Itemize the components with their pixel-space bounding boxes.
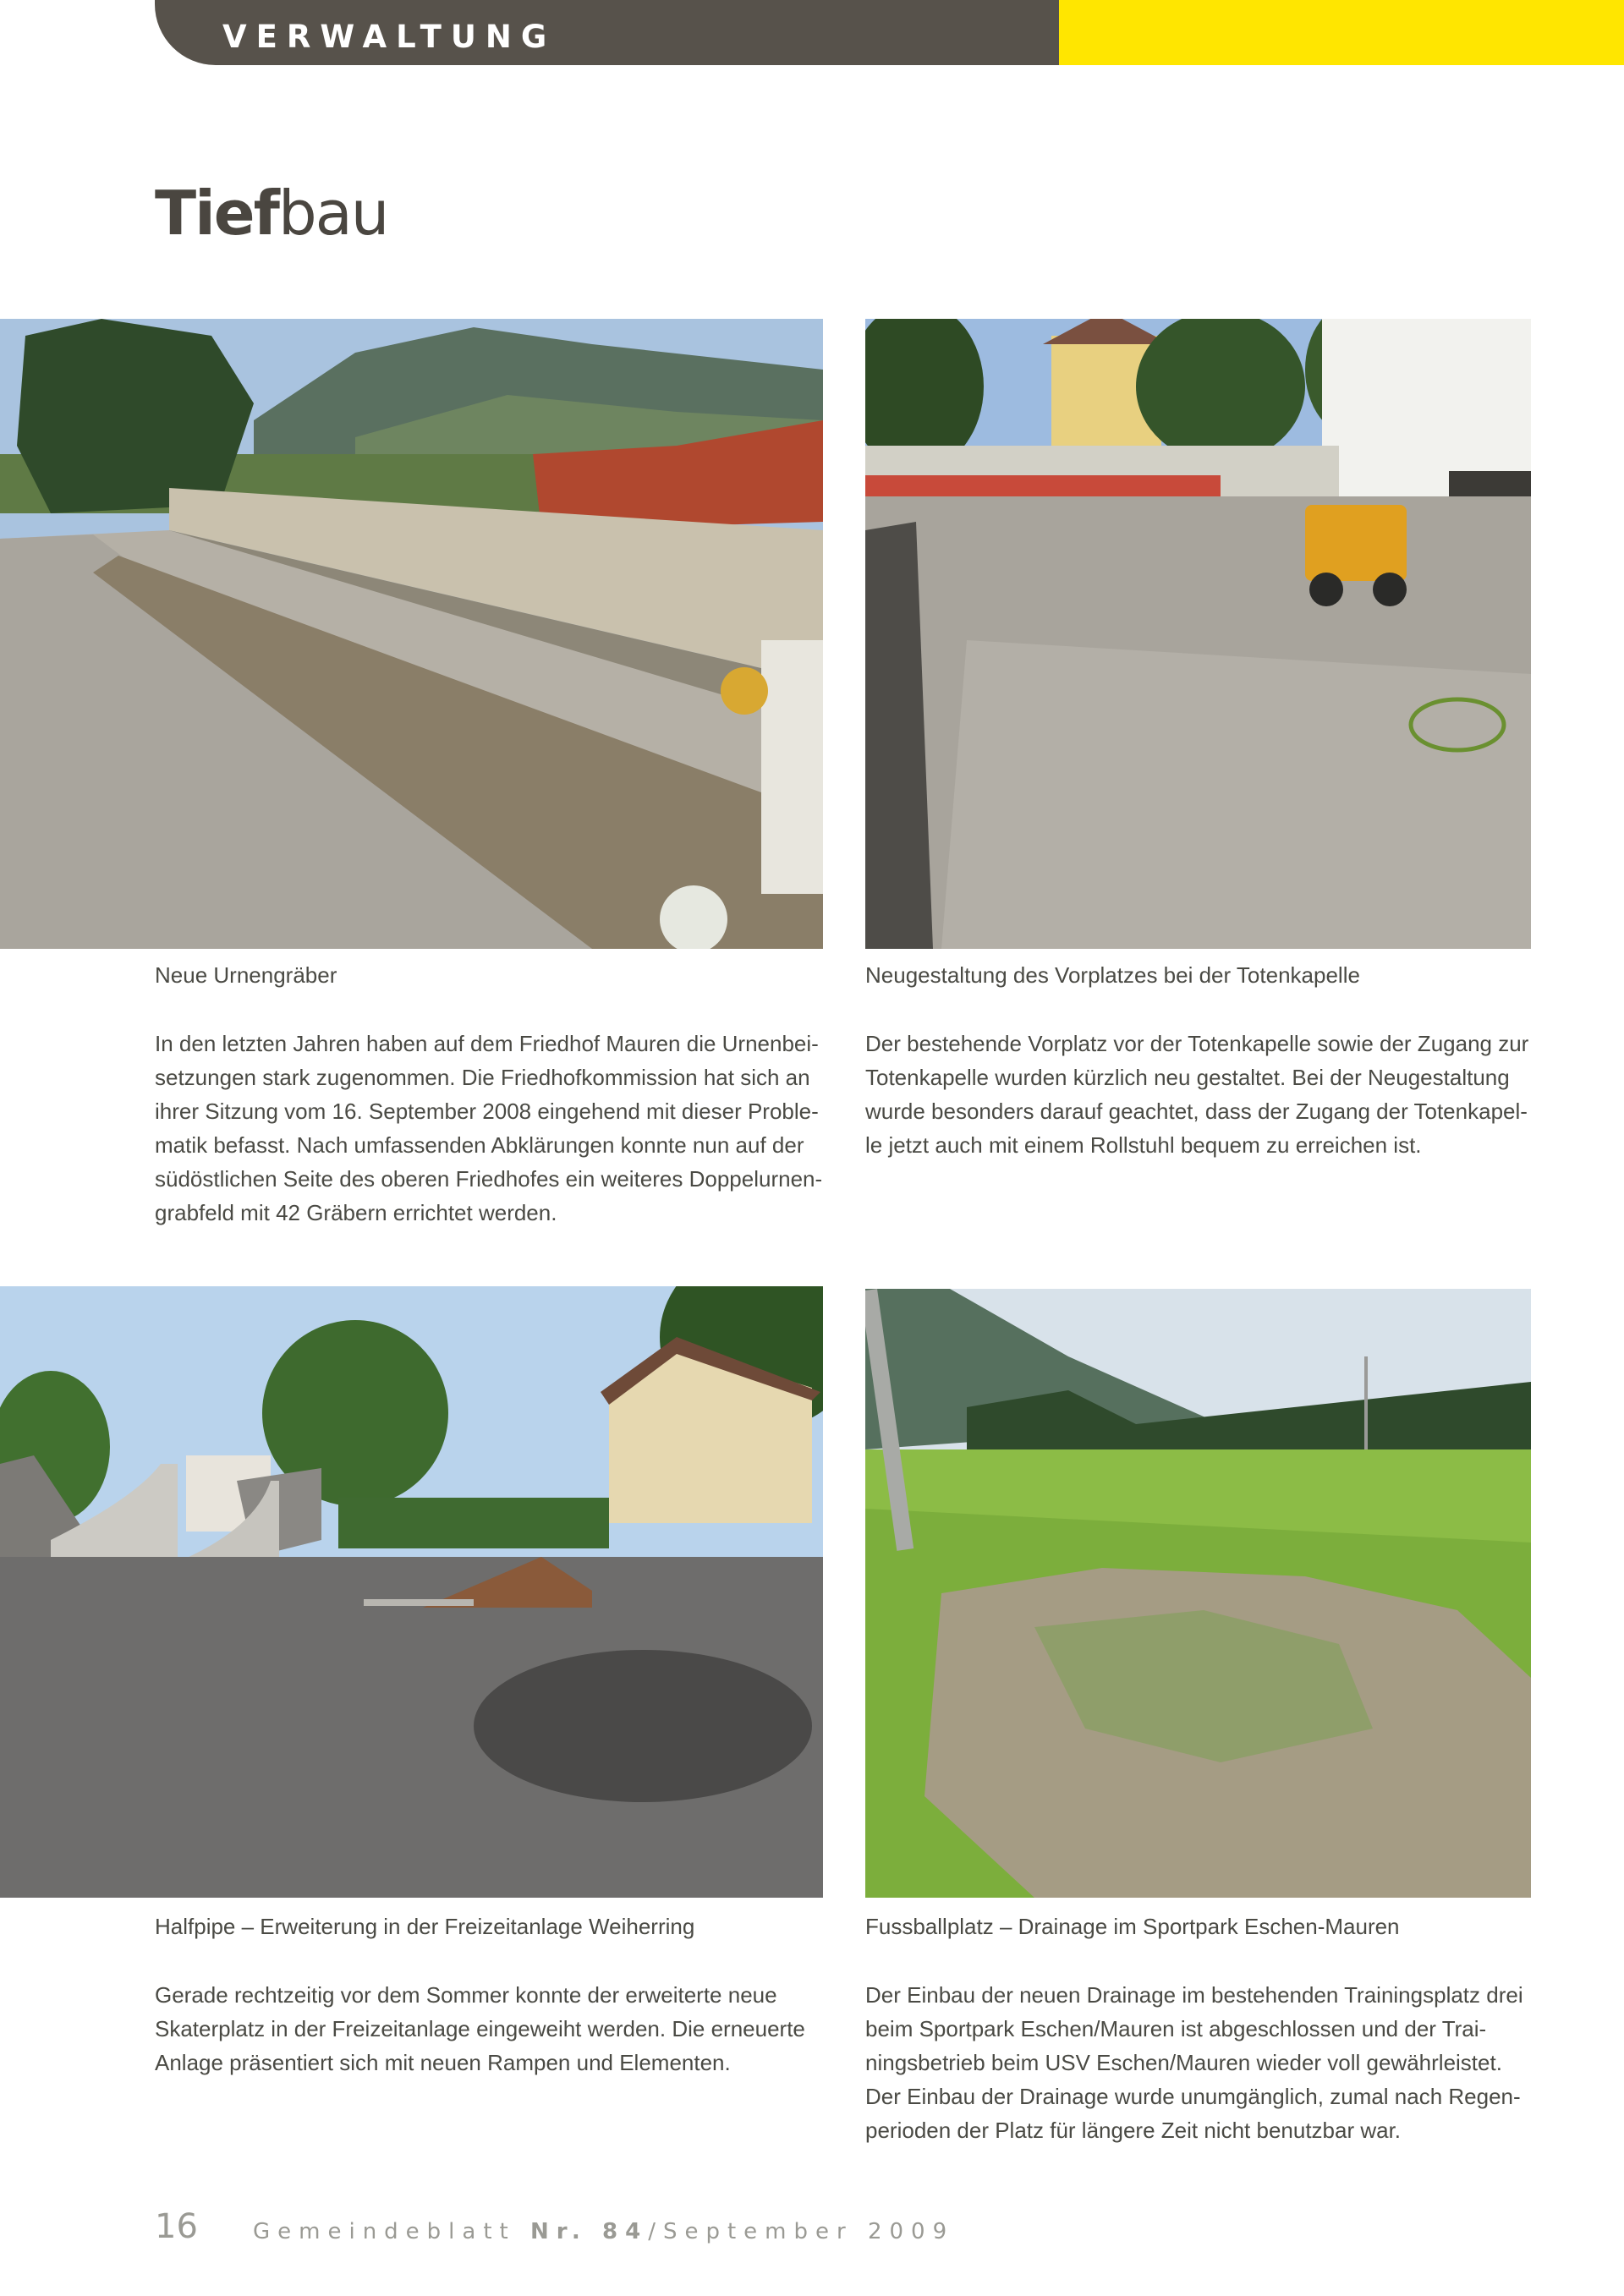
caption-chapel-forecourt: Neugestaltung des Vorplatzes bei der Totenkapelle	[865, 962, 1360, 988]
article-text-chapel-forecourt	[865, 1027, 1542, 1162]
caption-football-field: Fussballplatz – Drainage im Sportpark Eschen-Mauren	[865, 1914, 1400, 1939]
text-line: perioden der Platz für längere Zeit nicht benutzbar war.	[865, 2118, 1402, 2143]
text-line: Der Einbau der Drainage wurde unumgänglich, zumal nach Regen-	[865, 2084, 1521, 2109]
text-line: beim Sportpark Eschen/Mauren ist abgeschlossen und der Trai-	[865, 2016, 1487, 2041]
article-text-halfpipe	[155, 1978, 831, 2080]
text-line: le jetzt auch mit einem Rollstuhl bequem zu erreichen ist.	[865, 1132, 1422, 1158]
page-title	[155, 178, 387, 249]
text-line: In den letzten Jahren haben auf dem Friedhof Mauren die Urnenbei-	[155, 1031, 819, 1056]
text-line: grabfeld mit 42 Gräbern errichtet werden.	[155, 1200, 557, 1225]
issue-number: 84	[602, 2219, 649, 2244]
text-line: Totenkapelle wurden kürzlich neu gestaltet. Bei der Neugestaltung	[865, 1065, 1510, 1090]
article-text-urn-graves	[155, 1027, 831, 1230]
title-regular: bau	[277, 178, 388, 249]
text-line: ihrer Sitzung vom 16. September 2008 eingehend mit dieser Proble-	[155, 1099, 819, 1124]
text-line: Der Einbau der neuen Drainage im bestehenden Trainingsplatz drei	[865, 1982, 1523, 2008]
header-accent-bar	[1059, 0, 1624, 65]
text-line: ningsbetrieb beim USV Eschen/Mauren wieder voll gewährleistet.	[865, 2050, 1502, 2075]
publication-name: Gemeindeblatt	[253, 2219, 516, 2244]
text-line: Gerade rechtzeitig vor dem Sommer konnte der erweiterte neue	[155, 1982, 777, 2008]
text-line: Skaterplatz in der Freizeitanlage eingeweiht werden. Die erneuerte	[155, 2016, 805, 2041]
article-text-football-field	[865, 1978, 1542, 2147]
publication-line	[253, 2219, 954, 2244]
text-line: Anlage präsentiert sich mit neuen Rampen und Elementen.	[155, 2050, 731, 2075]
photo-halfpipe	[0, 1286, 823, 1898]
text-line: setzungen stark zugenommen. Die Friedhofkommission hat sich an	[155, 1065, 810, 1090]
text-line: wurde besonders darauf geachtet, dass der Zugang der Totenkapel-	[865, 1099, 1528, 1124]
caption-urn-graves: Neue Urnengräber	[155, 962, 337, 988]
caption-halfpipe: Halfpipe – Erweiterung in der Freizeitanlage Weiherring	[155, 1914, 695, 1939]
issue-date: /September 2009	[648, 2219, 955, 2244]
text-line: südöstlichen Seite des oberen Friedhofes ein weiteres Doppelurnen-	[155, 1166, 823, 1192]
photo-football-field	[865, 1289, 1531, 1898]
photo-urn-graves	[0, 319, 823, 949]
page-number: 16	[155, 2207, 198, 2246]
photo-chapel-forecourt	[865, 319, 1531, 949]
section-label: VERWALTUNG	[222, 19, 557, 55]
title-bold: Tief	[155, 178, 278, 249]
text-line: Der bestehende Vorplatz vor der Totenkapelle sowie der Zugang zur	[865, 1031, 1529, 1056]
issue-label: Nr.	[529, 2219, 588, 2244]
text-line: matik befasst. Nach umfassenden Abklärungen konnte nun auf der	[155, 1132, 804, 1158]
